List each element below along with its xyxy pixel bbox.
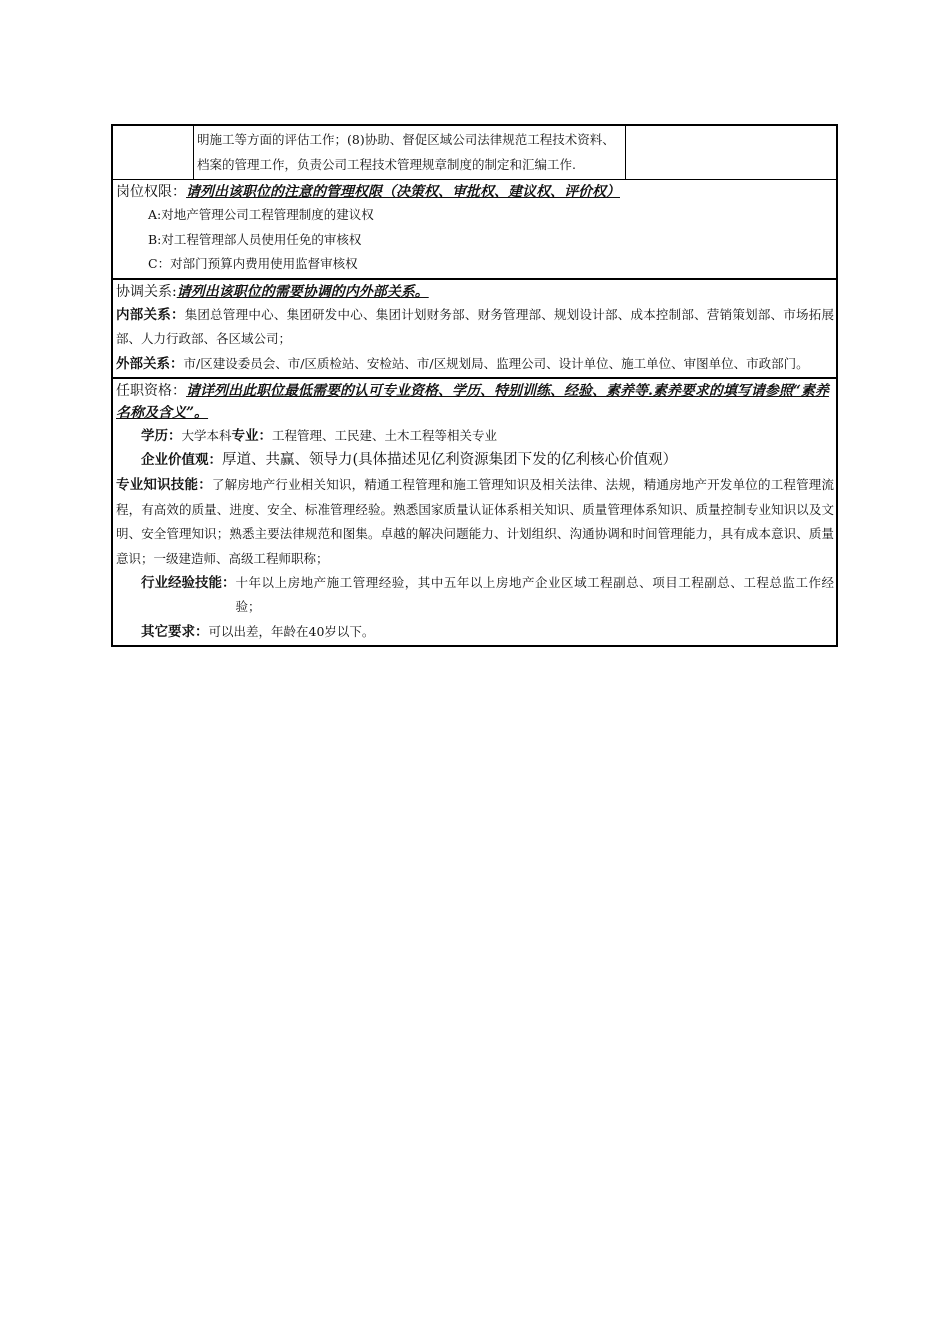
other-requirements-label: 其它要求： <box>141 623 209 640</box>
authority-label: 岗位权限： <box>116 184 186 201</box>
skills-text: 了解房地产行业相关知识，精通工程管理和施工管理知识及相关法律、法规，精通房地产开发单位的工程管理流程，有高效的质量、进度、安全、标准管理经验。熟悉国家质量认证体系相关知识、质量管理体系知识、质量控制专业知识以及文明、安全管理知识；熟悉主要法律规范和图集。卓越的解决问题能力、计划组织、沟通协调和时间管理能力，具有成本意识、质量意识；一级建造师、高级工程师职称； <box>116 477 834 566</box>
major-label: 专业： <box>231 427 273 444</box>
job-description-table <box>111 124 838 647</box>
coordination-section <box>113 280 836 379</box>
values-text: 厚道、共赢、领导力(具体描述见亿利资源集团下发的亿利核心价值观） <box>222 452 678 469</box>
education-line <box>116 424 834 448</box>
skills-label: 专业知识技能： <box>116 477 212 494</box>
external-relations <box>116 352 834 376</box>
duties-text: 明施工等方面的评估工作；(8)协助、督促区域公司法律规范工程技术资料、档案的管理工作，负责公司工程技术管理规章制度的制定和汇编工作. <box>194 126 626 179</box>
external-relations-text: 市/区建设委员会、市/区质检站、安检站、市/区规划局、监理公司、设计单位、施工单位、审图单位、市政部门。 <box>183 355 809 371</box>
coordination-heading <box>116 281 834 303</box>
experience-label: 行业经验技能： <box>141 574 236 591</box>
internal-relations-label: 内部关系： <box>116 306 185 323</box>
empty-label-cell <box>113 126 194 179</box>
authority-prompt: 请列出该职位的注意的管理权限（决策权、审批权、建议权、评价权） <box>186 184 620 201</box>
education-value: 大学本科 <box>181 427 232 443</box>
external-relations-label: 外部关系： <box>116 355 184 372</box>
empty-remark-cell <box>626 126 836 179</box>
authority-item: A:对地产管理公司工程管理制度的建议权 <box>148 207 374 223</box>
values-label: 企业价值观： <box>141 452 222 469</box>
authority-section <box>113 180 836 280</box>
qualification-prompt: 请详列出此职位最低需要的认可专业资格、学历、特别训练、经验、素养等.素养要求的填写请参照“素养名称及含义”。 <box>116 382 829 421</box>
authority-heading <box>116 181 834 203</box>
values-line <box>116 448 834 473</box>
internal-relations <box>116 303 834 352</box>
other-requirements-line <box>116 620 834 644</box>
other-requirements-text: 可以出差，年龄在40岁以下。 <box>208 623 375 639</box>
education-label: 学历： <box>141 427 182 444</box>
qualification-label: 任职资格： <box>116 382 186 399</box>
coordination-label: 协调关系: <box>116 283 177 300</box>
skills-paragraph <box>116 473 834 571</box>
qualification-section <box>113 379 836 645</box>
major-value: 工程管理、工民建、土木工程等相关专业 <box>272 427 498 443</box>
authority-item: C：对部门预算内费用使用监督审核权 <box>148 256 358 272</box>
coordination-prompt: 请列出该职位的需要协调的内外部关系。 <box>176 283 429 300</box>
experience-text: 十年以上房地产施工管理经验，其中五年以上房地产企业区域工程副总、项目工程副总、工程总监工作经验； <box>235 574 834 615</box>
qualification-heading <box>116 380 834 424</box>
internal-relations-text: 集团总管理中心、集团研发中心、集团计划财务部、财务管理部、规划设计部、成本控制部、营销策划部、市场拓展部、人力行政部、各区域公司； <box>116 306 834 347</box>
experience-line <box>116 571 834 620</box>
job-description-page <box>111 124 838 647</box>
duties-continuation-row <box>113 126 836 180</box>
authority-item: B:对工程管理部人员使用任免的审核权 <box>148 231 362 247</box>
